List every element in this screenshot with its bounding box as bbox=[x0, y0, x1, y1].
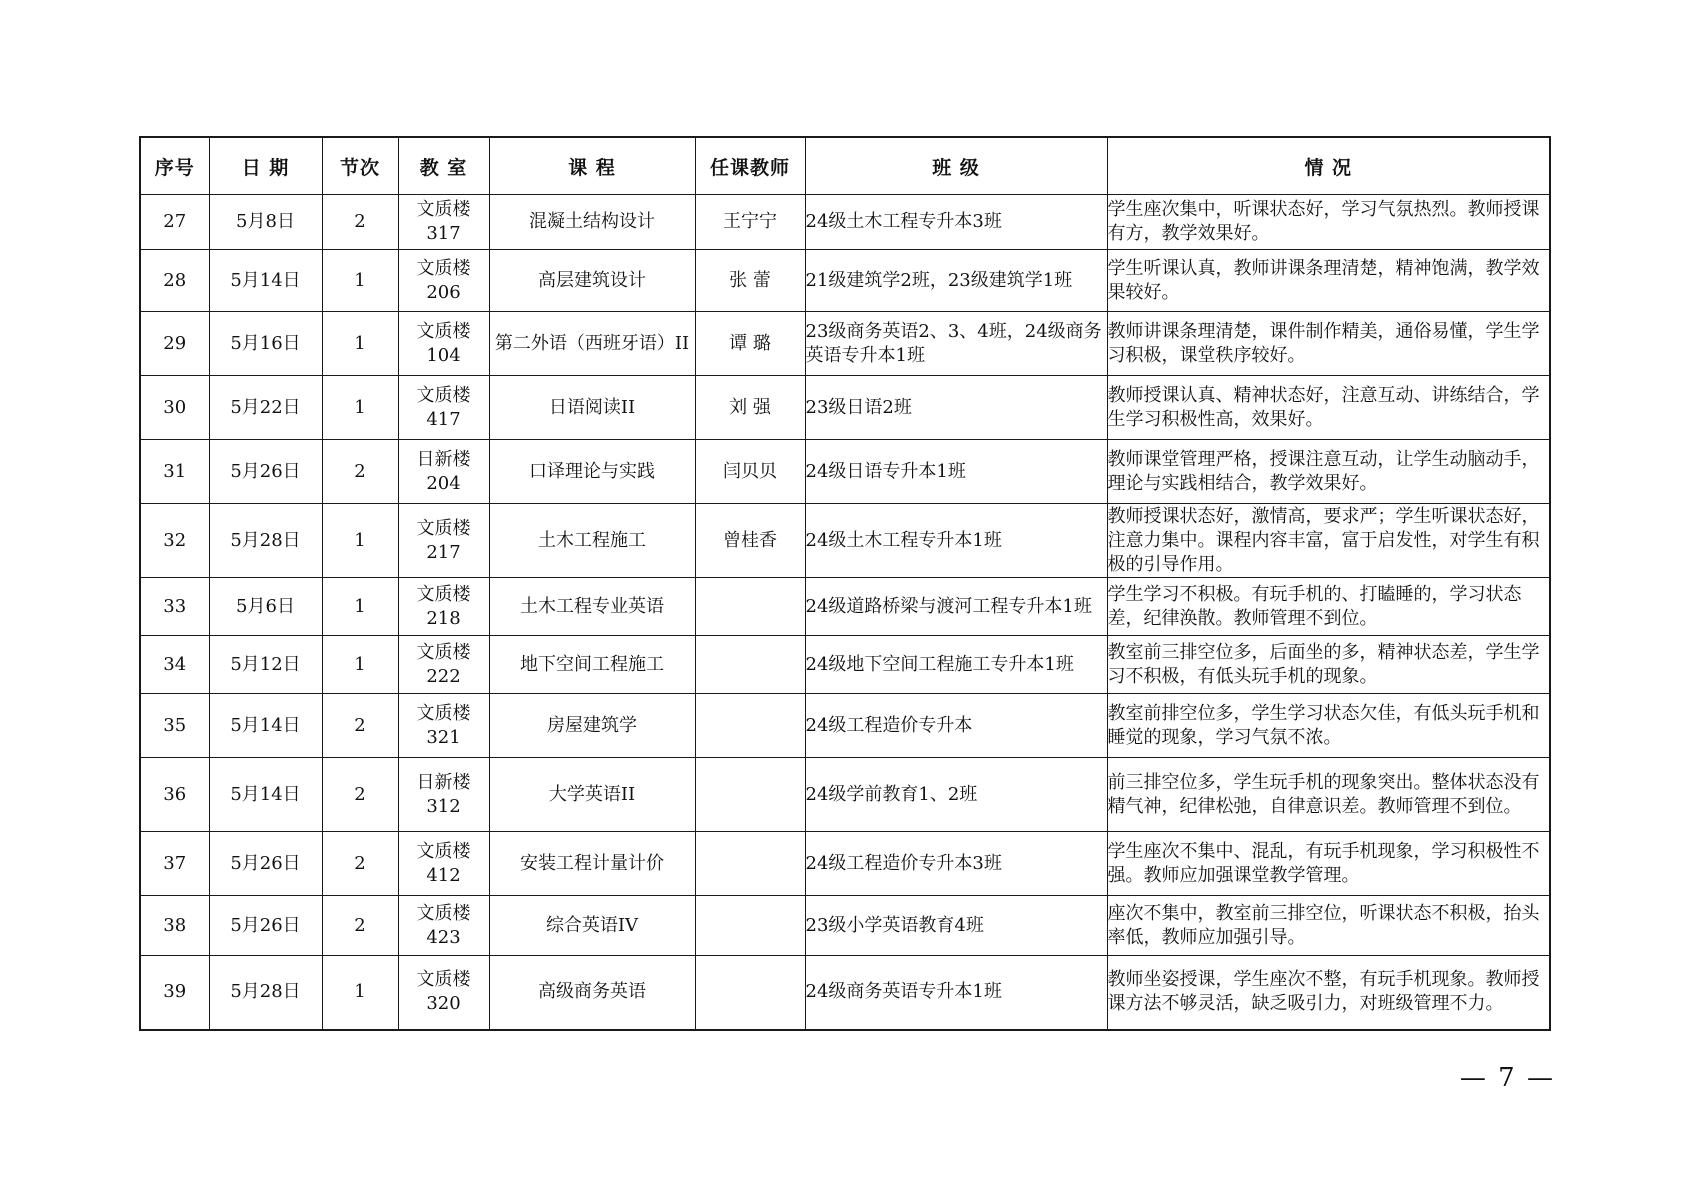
cell-course: 地下空间工程施工 bbox=[489, 636, 695, 694]
header-class: 班 级 bbox=[805, 137, 1107, 195]
cell-seq: 35 bbox=[140, 694, 209, 758]
cell-date: 5月6日 bbox=[209, 578, 322, 636]
cell-seq: 27 bbox=[140, 195, 209, 250]
cell-class: 24级学前教育1、2班 bbox=[805, 758, 1107, 832]
room-building: 文质楼 bbox=[416, 902, 471, 924]
cell-seq: 33 bbox=[140, 578, 209, 636]
header-seq: 序号 bbox=[140, 137, 209, 195]
cell-room bbox=[398, 758, 489, 832]
cell-room bbox=[398, 312, 489, 376]
cell-class: 24级工程造价专升本3班 bbox=[805, 832, 1107, 896]
cell-class: 24级工程造价专升本 bbox=[805, 694, 1107, 758]
cell-course: 第二外语（西班牙语）II bbox=[489, 312, 695, 376]
header-course: 课 程 bbox=[489, 137, 695, 195]
header-room: 教 室 bbox=[398, 137, 489, 195]
room-number: 217 bbox=[426, 541, 461, 563]
cell-teacher bbox=[695, 694, 805, 758]
cell-teacher: 刘 强 bbox=[695, 376, 805, 440]
room-number: 417 bbox=[426, 408, 461, 430]
cell-class: 21级建筑学2班，23级建筑学1班 bbox=[805, 250, 1107, 312]
room-number: 312 bbox=[426, 795, 461, 817]
cell-period: 1 bbox=[322, 250, 398, 312]
cell-date: 5月16日 bbox=[209, 312, 322, 376]
cell-room bbox=[398, 956, 489, 1030]
table-row bbox=[140, 896, 1550, 956]
table-header-row bbox=[140, 137, 1550, 195]
cell-seq: 29 bbox=[140, 312, 209, 376]
cell-period: 2 bbox=[322, 694, 398, 758]
table-row bbox=[140, 504, 1550, 578]
cell-situation: 教师授课认真、精神状态好，注意互动、讲练结合，学生学习积极性高，效果好。 bbox=[1107, 376, 1550, 440]
cell-date: 5月22日 bbox=[209, 376, 322, 440]
cell-class: 23级日语2班 bbox=[805, 376, 1107, 440]
cell-course: 高层建筑设计 bbox=[489, 250, 695, 312]
cell-situation: 教师坐姿授课，学生座次不整，有玩手机现象。教师授课方法不够灵活，缺乏吸引力，对班级管理不力。 bbox=[1107, 956, 1550, 1030]
table-row bbox=[140, 195, 1550, 250]
cell-room bbox=[398, 578, 489, 636]
room-number: 321 bbox=[426, 726, 461, 748]
cell-teacher: 曾桂香 bbox=[695, 504, 805, 578]
cell-room bbox=[398, 440, 489, 504]
room-number: 218 bbox=[426, 607, 461, 629]
cell-date: 5月26日 bbox=[209, 832, 322, 896]
room-building: 文质楼 bbox=[416, 702, 471, 724]
cell-period: 1 bbox=[322, 578, 398, 636]
room-building: 文质楼 bbox=[416, 840, 471, 862]
cell-teacher: 王宁宁 bbox=[695, 195, 805, 250]
cell-situation: 教师讲课条理清楚，课件制作精美，通俗易懂，学生学习积极，课堂秩序较好。 bbox=[1107, 312, 1550, 376]
cell-date: 5月8日 bbox=[209, 195, 322, 250]
cell-teacher: 闫贝贝 bbox=[695, 440, 805, 504]
cell-period: 1 bbox=[322, 376, 398, 440]
cell-course: 综合英语IV bbox=[489, 896, 695, 956]
cell-class: 24级商务英语专升本1班 bbox=[805, 956, 1107, 1030]
room-building: 文质楼 bbox=[416, 257, 471, 279]
cell-room bbox=[398, 636, 489, 694]
cell-seq: 38 bbox=[140, 896, 209, 956]
cell-period: 2 bbox=[322, 440, 398, 504]
cell-seq: 28 bbox=[140, 250, 209, 312]
cell-seq: 30 bbox=[140, 376, 209, 440]
cell-period: 1 bbox=[322, 504, 398, 578]
cell-course: 土木工程专业英语 bbox=[489, 578, 695, 636]
cell-seq: 34 bbox=[140, 636, 209, 694]
cell-room bbox=[398, 832, 489, 896]
room-number: 104 bbox=[426, 344, 461, 366]
room-building: 日新楼 bbox=[416, 448, 471, 470]
cell-course: 大学英语II bbox=[489, 758, 695, 832]
cell-class: 24级土木工程专升本1班 bbox=[805, 504, 1107, 578]
cell-course: 安装工程计量计价 bbox=[489, 832, 695, 896]
cell-date: 5月26日 bbox=[209, 440, 322, 504]
cell-teacher bbox=[695, 832, 805, 896]
header-period: 节次 bbox=[322, 137, 398, 195]
page-number: — 7 — bbox=[1459, 1063, 1555, 1093]
cell-teacher: 张 蕾 bbox=[695, 250, 805, 312]
cell-class: 23级小学英语教育4班 bbox=[805, 896, 1107, 956]
header-teacher: 任课教师 bbox=[695, 137, 805, 195]
cell-period: 2 bbox=[322, 195, 398, 250]
cell-situation: 教师课堂管理严格，授课注意互动，让学生动脑动手，理论与实践相结合，教学效果好。 bbox=[1107, 440, 1550, 504]
cell-teacher bbox=[695, 578, 805, 636]
room-building: 文质楼 bbox=[416, 199, 471, 220]
room-number: 423 bbox=[426, 926, 461, 948]
cell-course: 高级商务英语 bbox=[489, 956, 695, 1030]
cell-course: 日语阅读II bbox=[489, 376, 695, 440]
cell-period: 1 bbox=[322, 636, 398, 694]
room-building: 文质楼 bbox=[416, 641, 471, 663]
cell-course: 土木工程施工 bbox=[489, 504, 695, 578]
cell-class: 24级地下空间工程施工专升本1班 bbox=[805, 636, 1107, 694]
cell-room bbox=[398, 694, 489, 758]
cell-date: 5月14日 bbox=[209, 694, 322, 758]
cell-class: 24级道路桥梁与渡河工程专升本1班 bbox=[805, 578, 1107, 636]
room-building: 文质楼 bbox=[416, 384, 471, 406]
cell-situation: 教室前三排空位多，后面坐的多，精神状态差，学生学习不积极，有低头玩手机的现象。 bbox=[1107, 636, 1550, 694]
table-row bbox=[140, 578, 1550, 636]
header-situation: 情 况 bbox=[1107, 137, 1550, 195]
cell-period: 2 bbox=[322, 896, 398, 956]
cell-room bbox=[398, 504, 489, 578]
cell-teacher bbox=[695, 956, 805, 1030]
room-number: 204 bbox=[426, 472, 461, 494]
table-row bbox=[140, 956, 1550, 1030]
cell-date: 5月14日 bbox=[209, 758, 322, 832]
cell-class: 24级日语专升本1班 bbox=[805, 440, 1107, 504]
cell-class: 23级商务英语2、3、4班，24级商务英语专升本1班 bbox=[805, 312, 1107, 376]
cell-room bbox=[398, 896, 489, 956]
cell-situation: 学生座次集中，听课状态好，学习气氛热烈。教师授课有方，教学效果好。 bbox=[1107, 195, 1550, 250]
cell-class: 24级土木工程专升本3班 bbox=[805, 195, 1107, 250]
cell-date: 5月28日 bbox=[209, 956, 322, 1030]
table-row bbox=[140, 440, 1550, 504]
cell-seq: 32 bbox=[140, 504, 209, 578]
cell-teacher bbox=[695, 896, 805, 956]
cell-course: 混凝土结构设计 bbox=[489, 195, 695, 250]
room-number: 206 bbox=[426, 281, 461, 303]
cell-situation: 教室前排空位多，学生学习状态欠佳，有低头玩手机和睡觉的现象，学习气氛不浓。 bbox=[1107, 694, 1550, 758]
room-building: 文质楼 bbox=[416, 517, 471, 539]
cell-situation: 学生学习不积极。有玩手机的、打瞌睡的，学习状态差，纪律涣散。教师管理不到位。 bbox=[1107, 578, 1550, 636]
cell-situation: 教师授课状态好，激情高，要求严；学生听课状态好，注意力集中。课程内容丰富，富于启发性，对学生有积极的引导作用。 bbox=[1107, 504, 1550, 578]
room-building: 日新楼 bbox=[416, 771, 471, 793]
cell-date: 5月28日 bbox=[209, 504, 322, 578]
cell-room bbox=[398, 250, 489, 312]
room-building: 文质楼 bbox=[416, 320, 471, 342]
cell-date: 5月14日 bbox=[209, 250, 322, 312]
cell-situation: 学生座次不集中、混乱，有玩手机现象，学习积极性不强。教师应加强课堂教学管理。 bbox=[1107, 832, 1550, 896]
inspection-table bbox=[139, 136, 1551, 1031]
cell-seq: 36 bbox=[140, 758, 209, 832]
room-number: 412 bbox=[426, 864, 461, 886]
room-building: 文质楼 bbox=[416, 583, 471, 605]
cell-period: 2 bbox=[322, 832, 398, 896]
cell-teacher bbox=[695, 636, 805, 694]
cell-seq: 39 bbox=[140, 956, 209, 1030]
table-row bbox=[140, 758, 1550, 832]
cell-course: 口译理论与实践 bbox=[489, 440, 695, 504]
cell-room bbox=[398, 376, 489, 440]
cell-room bbox=[398, 195, 489, 250]
cell-teacher bbox=[695, 758, 805, 832]
table-row bbox=[140, 312, 1550, 376]
cell-period: 1 bbox=[322, 956, 398, 1030]
cell-seq: 37 bbox=[140, 832, 209, 896]
cell-teacher: 谭 璐 bbox=[695, 312, 805, 376]
room-number: 222 bbox=[426, 665, 461, 687]
cell-situation: 前三排空位多，学生玩手机的现象突出。整体状态没有精气神，纪律松弛，自律意识差。教师管理不到位。 bbox=[1107, 758, 1550, 832]
room-number: 317 bbox=[426, 223, 461, 244]
header-date: 日 期 bbox=[209, 137, 322, 195]
room-building: 文质楼 bbox=[416, 969, 471, 991]
cell-course: 房屋建筑学 bbox=[489, 694, 695, 758]
cell-seq: 31 bbox=[140, 440, 209, 504]
table-row bbox=[140, 636, 1550, 694]
cell-period: 1 bbox=[322, 312, 398, 376]
table-row bbox=[140, 694, 1550, 758]
table-row bbox=[140, 250, 1550, 312]
cell-situation: 学生听课认真，教师讲课条理清楚，精神饱满，教学效果较好。 bbox=[1107, 250, 1550, 312]
cell-situation: 座次不集中，教室前三排空位，听课状态不积极，抬头率低，教师应加强引导。 bbox=[1107, 896, 1550, 956]
cell-period: 2 bbox=[322, 758, 398, 832]
table-row bbox=[140, 376, 1550, 440]
cell-date: 5月12日 bbox=[209, 636, 322, 694]
room-number: 320 bbox=[426, 993, 461, 1015]
table-row bbox=[140, 832, 1550, 896]
cell-date: 5月26日 bbox=[209, 896, 322, 956]
